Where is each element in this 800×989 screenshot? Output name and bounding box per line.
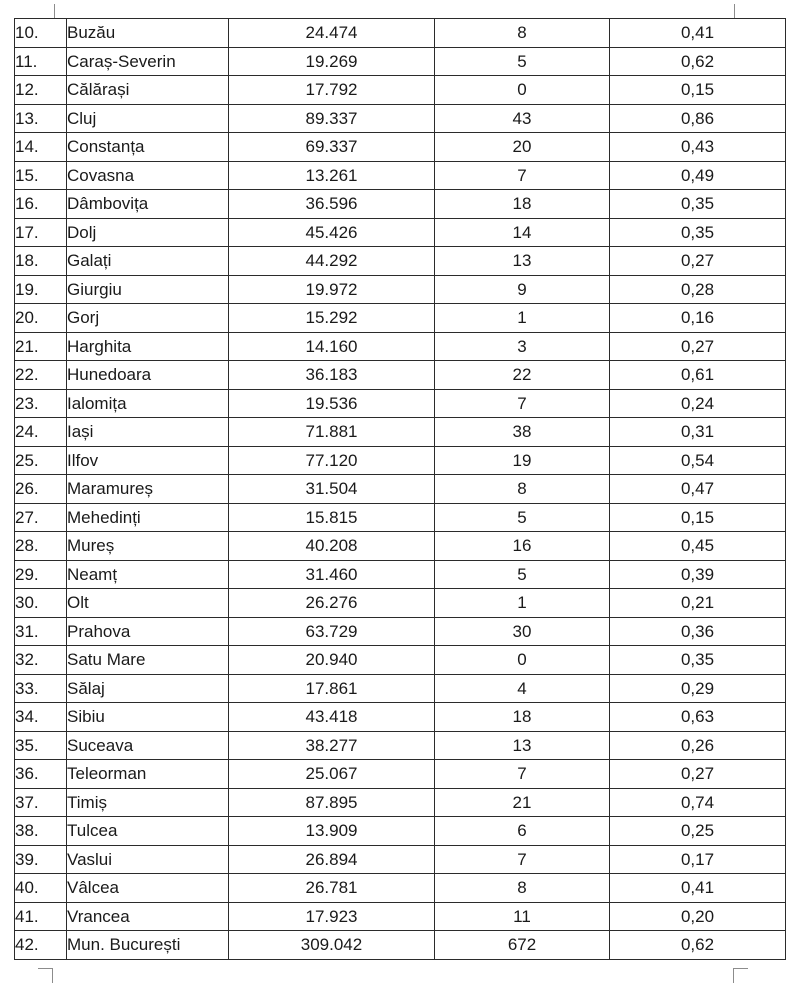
county-name-cell: Neamț bbox=[67, 560, 229, 589]
cases-cell: 5 bbox=[435, 47, 610, 76]
cases-cell: 7 bbox=[435, 845, 610, 874]
population-cell: 19.269 bbox=[229, 47, 435, 76]
population-cell: 26.781 bbox=[229, 874, 435, 903]
row-number-cell: 26. bbox=[15, 475, 67, 504]
county-name-cell: Cluj bbox=[67, 104, 229, 133]
county-name-cell: Mureș bbox=[67, 532, 229, 561]
table-row bbox=[15, 703, 786, 732]
row-number-cell: 35. bbox=[15, 731, 67, 760]
population-cell: 20.940 bbox=[229, 646, 435, 675]
county-name-cell: Satu Mare bbox=[67, 646, 229, 675]
rate-cell: 0,15 bbox=[610, 76, 786, 105]
row-number-cell: 34. bbox=[15, 703, 67, 732]
cases-cell: 5 bbox=[435, 503, 610, 532]
county-name-cell: Giurgiu bbox=[67, 275, 229, 304]
population-cell: 26.276 bbox=[229, 589, 435, 618]
cases-cell: 7 bbox=[435, 760, 610, 789]
rate-cell: 0,27 bbox=[610, 332, 786, 361]
table-row bbox=[15, 845, 786, 874]
crop-mark-bottom-right bbox=[733, 968, 748, 983]
rate-cell: 0,27 bbox=[610, 247, 786, 276]
table-body bbox=[15, 19, 786, 960]
cases-cell: 7 bbox=[435, 161, 610, 190]
rate-cell: 0,45 bbox=[610, 532, 786, 561]
rate-cell: 0,49 bbox=[610, 161, 786, 190]
county-name-cell: Olt bbox=[67, 589, 229, 618]
county-name-cell: Ilfov bbox=[67, 446, 229, 475]
cases-cell: 8 bbox=[435, 19, 610, 48]
row-number-cell: 28. bbox=[15, 532, 67, 561]
county-name-cell: Dolj bbox=[67, 218, 229, 247]
cases-cell: 6 bbox=[435, 817, 610, 846]
county-name-cell: Ialomița bbox=[67, 389, 229, 418]
population-cell: 14.160 bbox=[229, 332, 435, 361]
row-number-cell: 41. bbox=[15, 902, 67, 931]
table-row bbox=[15, 532, 786, 561]
table-row bbox=[15, 19, 786, 48]
table-row bbox=[15, 247, 786, 276]
row-number-cell: 32. bbox=[15, 646, 67, 675]
county-name-cell: Iași bbox=[67, 418, 229, 447]
population-cell: 17.861 bbox=[229, 674, 435, 703]
table-row bbox=[15, 503, 786, 532]
rate-cell: 0,27 bbox=[610, 760, 786, 789]
crop-mark-bottom-left bbox=[38, 968, 53, 983]
rate-cell: 0,35 bbox=[610, 218, 786, 247]
row-number-cell: 18. bbox=[15, 247, 67, 276]
county-name-cell: Vrancea bbox=[67, 902, 229, 931]
rate-cell: 0,62 bbox=[610, 931, 786, 960]
county-name-cell: Maramureș bbox=[67, 475, 229, 504]
row-number-cell: 16. bbox=[15, 190, 67, 219]
population-cell: 43.418 bbox=[229, 703, 435, 732]
table-row bbox=[15, 76, 786, 105]
county-name-cell: Dâmbovița bbox=[67, 190, 229, 219]
county-name-cell: Suceava bbox=[67, 731, 229, 760]
row-number-cell: 36. bbox=[15, 760, 67, 789]
table-row bbox=[15, 418, 786, 447]
rate-cell: 0,29 bbox=[610, 674, 786, 703]
county-name-cell: Covasna bbox=[67, 161, 229, 190]
table-row bbox=[15, 560, 786, 589]
table-row bbox=[15, 361, 786, 390]
cases-cell: 1 bbox=[435, 589, 610, 618]
row-number-cell: 37. bbox=[15, 788, 67, 817]
population-cell: 17.923 bbox=[229, 902, 435, 931]
table-row bbox=[15, 475, 786, 504]
population-cell: 63.729 bbox=[229, 617, 435, 646]
rate-cell: 0,20 bbox=[610, 902, 786, 931]
rate-cell: 0,43 bbox=[610, 133, 786, 162]
population-cell: 19.536 bbox=[229, 389, 435, 418]
population-cell: 24.474 bbox=[229, 19, 435, 48]
table-row bbox=[15, 190, 786, 219]
rate-cell: 0,61 bbox=[610, 361, 786, 390]
crop-mark-top-left bbox=[40, 4, 55, 18]
cases-cell: 13 bbox=[435, 731, 610, 760]
row-number-cell: 14. bbox=[15, 133, 67, 162]
table-row bbox=[15, 275, 786, 304]
county-name-cell: Constanța bbox=[67, 133, 229, 162]
county-name-cell: Gorj bbox=[67, 304, 229, 333]
county-name-cell: Harghita bbox=[67, 332, 229, 361]
population-cell: 15.815 bbox=[229, 503, 435, 532]
population-cell: 71.881 bbox=[229, 418, 435, 447]
population-cell: 31.504 bbox=[229, 475, 435, 504]
population-cell: 36.596 bbox=[229, 190, 435, 219]
cases-cell: 18 bbox=[435, 190, 610, 219]
population-cell: 45.426 bbox=[229, 218, 435, 247]
population-cell: 26.894 bbox=[229, 845, 435, 874]
county-name-cell: Tulcea bbox=[67, 817, 229, 846]
cases-cell: 4 bbox=[435, 674, 610, 703]
rate-cell: 0,41 bbox=[610, 19, 786, 48]
rate-cell: 0,54 bbox=[610, 446, 786, 475]
population-cell: 77.120 bbox=[229, 446, 435, 475]
population-cell: 15.292 bbox=[229, 304, 435, 333]
cases-cell: 8 bbox=[435, 475, 610, 504]
table-row bbox=[15, 646, 786, 675]
population-cell: 309.042 bbox=[229, 931, 435, 960]
rate-cell: 0,25 bbox=[610, 817, 786, 846]
row-number-cell: 19. bbox=[15, 275, 67, 304]
cases-cell: 43 bbox=[435, 104, 610, 133]
population-cell: 44.292 bbox=[229, 247, 435, 276]
rate-cell: 0,47 bbox=[610, 475, 786, 504]
rate-cell: 0,15 bbox=[610, 503, 786, 532]
cases-cell: 5 bbox=[435, 560, 610, 589]
row-number-cell: 11. bbox=[15, 47, 67, 76]
row-number-cell: 33. bbox=[15, 674, 67, 703]
row-number-cell: 12. bbox=[15, 76, 67, 105]
county-name-cell: Sibiu bbox=[67, 703, 229, 732]
cases-cell: 11 bbox=[435, 902, 610, 931]
population-cell: 13.909 bbox=[229, 817, 435, 846]
rate-cell: 0,74 bbox=[610, 788, 786, 817]
table-row bbox=[15, 332, 786, 361]
table-row bbox=[15, 589, 786, 618]
rate-cell: 0,86 bbox=[610, 104, 786, 133]
population-cell: 69.337 bbox=[229, 133, 435, 162]
row-number-cell: 17. bbox=[15, 218, 67, 247]
table-row bbox=[15, 788, 786, 817]
row-number-cell: 24. bbox=[15, 418, 67, 447]
county-name-cell: Călărași bbox=[67, 76, 229, 105]
table-row bbox=[15, 874, 786, 903]
county-name-cell: Timiș bbox=[67, 788, 229, 817]
table-row bbox=[15, 617, 786, 646]
rate-cell: 0,63 bbox=[610, 703, 786, 732]
row-number-cell: 38. bbox=[15, 817, 67, 846]
rate-cell: 0,35 bbox=[610, 190, 786, 219]
county-name-cell: Teleorman bbox=[67, 760, 229, 789]
rate-cell: 0,39 bbox=[610, 560, 786, 589]
table-row bbox=[15, 304, 786, 333]
population-cell: 31.460 bbox=[229, 560, 435, 589]
table-row bbox=[15, 218, 786, 247]
rate-cell: 0,35 bbox=[610, 646, 786, 675]
population-cell: 25.067 bbox=[229, 760, 435, 789]
row-number-cell: 23. bbox=[15, 389, 67, 418]
rate-cell: 0,16 bbox=[610, 304, 786, 333]
cases-cell: 20 bbox=[435, 133, 610, 162]
county-name-cell: Caraș-Severin bbox=[67, 47, 229, 76]
population-cell: 36.183 bbox=[229, 361, 435, 390]
cases-cell: 9 bbox=[435, 275, 610, 304]
rate-cell: 0,36 bbox=[610, 617, 786, 646]
crop-mark-top-right bbox=[734, 4, 749, 18]
cases-cell: 0 bbox=[435, 646, 610, 675]
row-number-cell: 27. bbox=[15, 503, 67, 532]
table-row bbox=[15, 731, 786, 760]
rate-cell: 0,28 bbox=[610, 275, 786, 304]
population-cell: 87.895 bbox=[229, 788, 435, 817]
cases-cell: 7 bbox=[435, 389, 610, 418]
rate-cell: 0,41 bbox=[610, 874, 786, 903]
row-number-cell: 42. bbox=[15, 931, 67, 960]
row-number-cell: 25. bbox=[15, 446, 67, 475]
row-number-cell: 31. bbox=[15, 617, 67, 646]
population-cell: 40.208 bbox=[229, 532, 435, 561]
population-cell: 17.792 bbox=[229, 76, 435, 105]
county-name-cell: Mun. București bbox=[67, 931, 229, 960]
population-cell: 89.337 bbox=[229, 104, 435, 133]
population-cell: 13.261 bbox=[229, 161, 435, 190]
table-row bbox=[15, 446, 786, 475]
table-row bbox=[15, 389, 786, 418]
cases-cell: 672 bbox=[435, 931, 610, 960]
row-number-cell: 22. bbox=[15, 361, 67, 390]
row-number-cell: 10. bbox=[15, 19, 67, 48]
table-row bbox=[15, 817, 786, 846]
county-name-cell: Sălaj bbox=[67, 674, 229, 703]
cases-cell: 8 bbox=[435, 874, 610, 903]
cases-cell: 3 bbox=[435, 332, 610, 361]
rate-cell: 0,26 bbox=[610, 731, 786, 760]
rate-cell: 0,24 bbox=[610, 389, 786, 418]
county-name-cell: Buzău bbox=[67, 19, 229, 48]
row-number-cell: 15. bbox=[15, 161, 67, 190]
row-number-cell: 13. bbox=[15, 104, 67, 133]
rate-cell: 0,31 bbox=[610, 418, 786, 447]
row-number-cell: 21. bbox=[15, 332, 67, 361]
population-cell: 38.277 bbox=[229, 731, 435, 760]
row-number-cell: 39. bbox=[15, 845, 67, 874]
table-row bbox=[15, 161, 786, 190]
table-row bbox=[15, 104, 786, 133]
county-name-cell: Vaslui bbox=[67, 845, 229, 874]
population-cell: 19.972 bbox=[229, 275, 435, 304]
table-row bbox=[15, 902, 786, 931]
cases-cell: 1 bbox=[435, 304, 610, 333]
cases-cell: 13 bbox=[435, 247, 610, 276]
cases-cell: 16 bbox=[435, 532, 610, 561]
cases-cell: 0 bbox=[435, 76, 610, 105]
row-number-cell: 40. bbox=[15, 874, 67, 903]
county-name-cell: Mehedinți bbox=[67, 503, 229, 532]
table-row bbox=[15, 674, 786, 703]
county-name-cell: Vâlcea bbox=[67, 874, 229, 903]
row-number-cell: 20. bbox=[15, 304, 67, 333]
county-data-table bbox=[14, 18, 786, 960]
row-number-cell: 30. bbox=[15, 589, 67, 618]
table-row bbox=[15, 931, 786, 960]
table-row bbox=[15, 47, 786, 76]
cases-cell: 22 bbox=[435, 361, 610, 390]
cases-cell: 38 bbox=[435, 418, 610, 447]
rate-cell: 0,21 bbox=[610, 589, 786, 618]
cases-cell: 30 bbox=[435, 617, 610, 646]
cases-cell: 14 bbox=[435, 218, 610, 247]
cases-cell: 19 bbox=[435, 446, 610, 475]
table-row bbox=[15, 133, 786, 162]
cases-cell: 18 bbox=[435, 703, 610, 732]
rate-cell: 0,62 bbox=[610, 47, 786, 76]
table-row bbox=[15, 760, 786, 789]
row-number-cell: 29. bbox=[15, 560, 67, 589]
county-name-cell: Hunedoara bbox=[67, 361, 229, 390]
cases-cell: 21 bbox=[435, 788, 610, 817]
county-name-cell: Galați bbox=[67, 247, 229, 276]
county-name-cell: Prahova bbox=[67, 617, 229, 646]
rate-cell: 0,17 bbox=[610, 845, 786, 874]
